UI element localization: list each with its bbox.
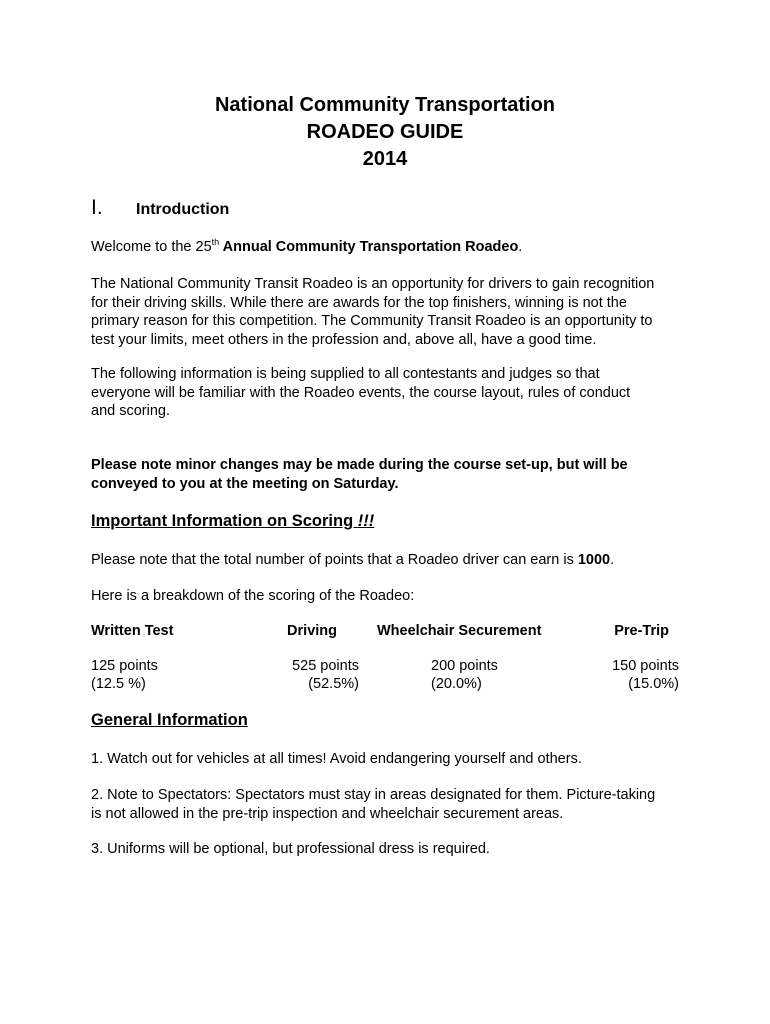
section-numeral: I. bbox=[91, 196, 103, 219]
scoring-points: 525 points bbox=[292, 657, 359, 674]
paragraph-line: The National Community Transit Roadeo is an opportunity for drivers to gain recognition bbox=[91, 276, 655, 292]
scoring-column-driving bbox=[269, 622, 359, 694]
general-information-heading: General Information bbox=[91, 711, 248, 729]
total-points-suffix: . bbox=[610, 552, 615, 568]
total-points-prefix: Please note that the total number of points that a Roadeo driver can earn is bbox=[91, 552, 578, 568]
scoring-category: Driving bbox=[287, 623, 337, 639]
general-item-line: is not allowed in the pre-trip inspection and wheelchair securement areas. bbox=[91, 805, 564, 822]
general-item-2 bbox=[91, 786, 691, 823]
paragraph-line: The following information is being supplied to all contestants and judges so that bbox=[91, 366, 600, 382]
breakdown-intro: Here is a breakdown of the scoring of the Roadeo: bbox=[91, 588, 415, 604]
total-points-paragraph bbox=[91, 551, 691, 570]
general-item-line: 1. Watch out for vehicles at all times! Avoid endangering yourself and others. bbox=[91, 751, 582, 767]
paragraph-line: test your limits, meet others in the profession and, above all, have a good time. bbox=[91, 331, 597, 348]
welcome-paragraph bbox=[91, 238, 691, 257]
welcome-superscript: th bbox=[211, 237, 220, 247]
general-item-line: 3. Uniforms will be optional, but professional dress is required. bbox=[91, 841, 490, 857]
general-item-1 bbox=[91, 750, 691, 769]
scoring-percent: (20.0%) bbox=[431, 676, 482, 692]
scoring-category: Wheelchair Securement bbox=[377, 623, 542, 639]
general-item-3 bbox=[91, 840, 691, 859]
title-line-1: National Community Transportation bbox=[214, 94, 556, 116]
scoring-percent: (52.5%) bbox=[308, 676, 359, 692]
scoring-column-written-test bbox=[91, 622, 173, 694]
scoring-points: 125 points bbox=[91, 657, 158, 674]
paragraph-line: for their driving skills. While there are awards for the top finishers, winning is not the bbox=[91, 294, 627, 311]
intro-paragraph bbox=[91, 275, 691, 349]
scoring-percent: (15.0%) bbox=[628, 676, 679, 692]
welcome-prefix: Welcome to the 25 bbox=[91, 239, 212, 255]
scoring-category: Pre-Trip bbox=[614, 623, 669, 639]
course-change-note bbox=[91, 456, 691, 493]
paragraph-line: primary reason for this competition. The Community Transit Roadeo is an opportunity to bbox=[91, 313, 653, 329]
welcome-event-name: Annual Community Transportation Roadeo bbox=[219, 239, 519, 255]
scoring-points: 200 points bbox=[431, 657, 498, 674]
document-title bbox=[0, 92, 770, 173]
total-points-value: 1000 bbox=[577, 552, 611, 568]
title-line-3: 2014 bbox=[362, 148, 408, 170]
scoring-percent: (12.5 %) bbox=[91, 676, 146, 692]
paragraph-line: and scoring. bbox=[91, 403, 170, 419]
paragraph-line: everyone will be familiar with the Roadeo events, the course layout, rules of conduct bbox=[91, 384, 631, 401]
info-paragraph bbox=[91, 365, 691, 421]
scoring-heading-emphasis: !!! bbox=[357, 512, 375, 530]
welcome-suffix: . bbox=[518, 239, 523, 255]
scoring-heading-text: Important Information on Scoring bbox=[91, 512, 358, 530]
general-item-line: 2. Note to Spectators: Spectators must stay in areas designated for them. Picture-taking bbox=[91, 787, 656, 803]
scoring-points: 150 points bbox=[612, 657, 679, 674]
note-line: conveyed to you at the meeting on Saturday. bbox=[91, 475, 399, 492]
scoring-heading bbox=[91, 512, 374, 531]
scoring-category: Written Test bbox=[91, 623, 174, 639]
section-heading-introduction bbox=[91, 196, 491, 226]
section-title: Introduction bbox=[136, 201, 230, 218]
title-line-2: ROADEO GUIDE bbox=[306, 121, 464, 143]
scoring-column-pre-trip bbox=[539, 622, 679, 694]
note-line: Please note minor changes may be made during the course set-up, but will be bbox=[91, 457, 628, 473]
